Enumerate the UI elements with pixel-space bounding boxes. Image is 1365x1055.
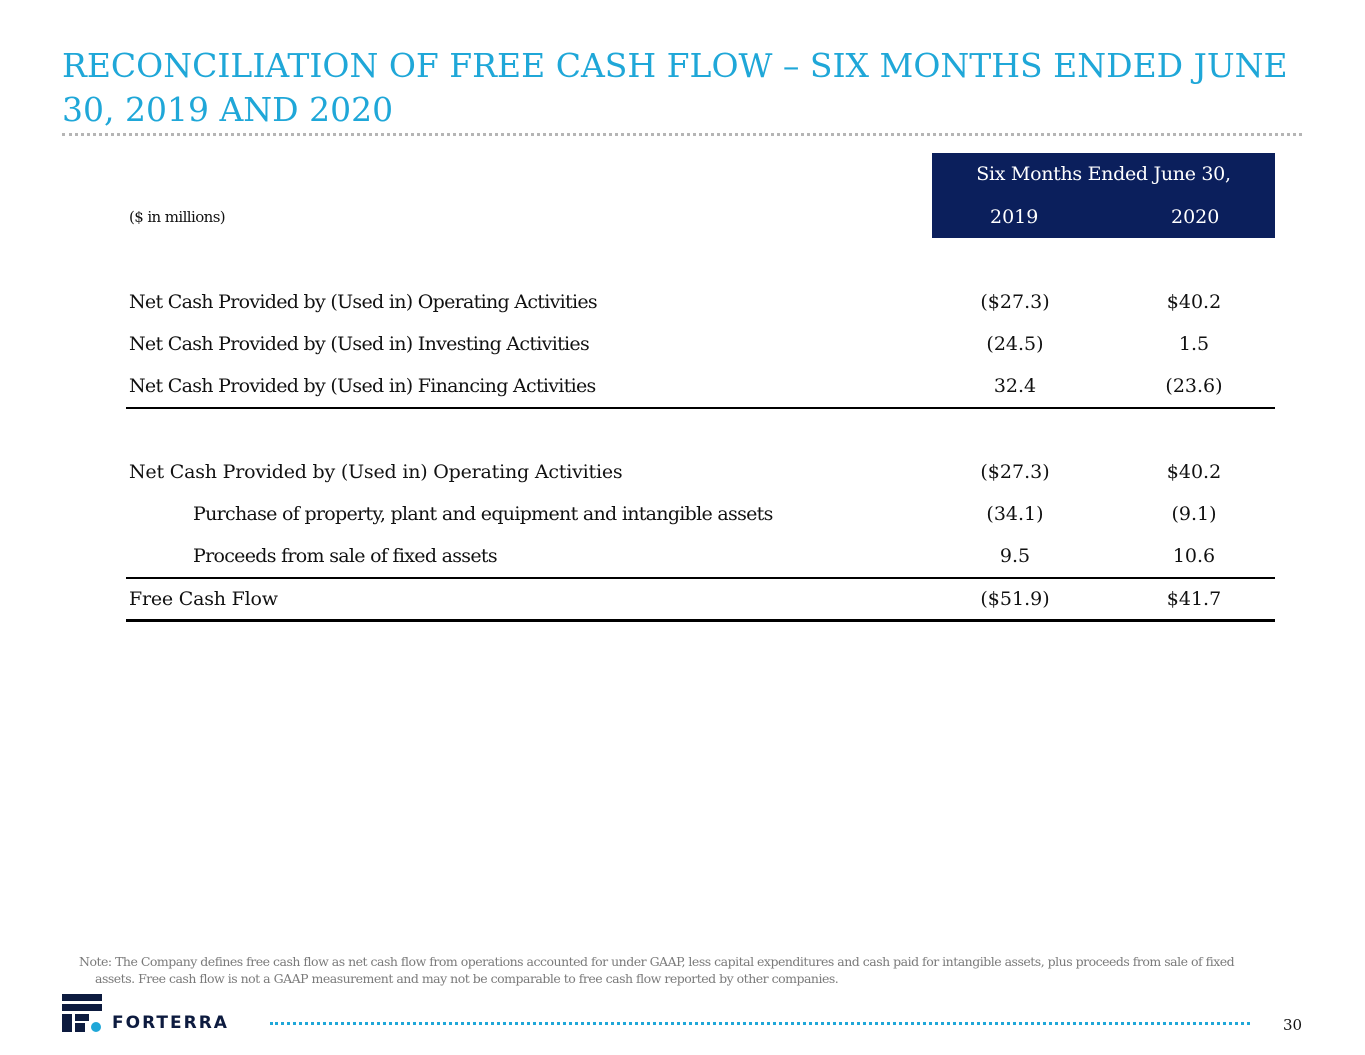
table-row bbox=[0, 291, 1365, 321]
value-2020: $40.2 bbox=[1166, 291, 1222, 313]
year-2020-header: 2020 bbox=[1171, 206, 1220, 228]
footnote-line-1: Note: The Company defines free cash flow as net cash flow from operations accounted for under GAAP, less capital expenditures and cash paid for intangible assets, plus proceeds from sale of fixed bbox=[79, 954, 1235, 969]
value-2020: 10.6 bbox=[1172, 545, 1216, 567]
footer-divider bbox=[270, 1022, 1250, 1025]
table-row bbox=[0, 333, 1365, 363]
forterra-logo-icon bbox=[62, 994, 102, 1032]
total-2019: ($51.9) bbox=[980, 588, 1050, 610]
footnote-line-2: assets. Free cash flow is not a GAAP measurement and may not be comparable to free cash flow reported by other companies. bbox=[95, 971, 839, 986]
period-header: Six Months Ended June 30, bbox=[976, 163, 1231, 185]
row-label: Net Cash Provided by (Used in) Operating Activities bbox=[129, 461, 623, 483]
row-label: Net Cash Provided by (Used in) Operating Activities bbox=[129, 291, 597, 313]
table-row bbox=[0, 461, 1365, 491]
page-title: RECONCILIATION OF FREE CASH FLOW – SIX MONTHS ENDED JUNE 30, 2019 AND 2020 bbox=[62, 46, 1288, 129]
year-2019-header: 2019 bbox=[990, 206, 1039, 228]
row-label: Net Cash Provided by (Used in) Investing Activities bbox=[129, 333, 589, 355]
total-row bbox=[0, 588, 1365, 618]
table-row bbox=[0, 545, 1365, 575]
page-number: 30 bbox=[1283, 1016, 1303, 1034]
table-row bbox=[0, 503, 1365, 533]
value-2020: (23.6) bbox=[1165, 375, 1223, 397]
units-label: ($ in millions) bbox=[129, 208, 226, 226]
total-divider bbox=[126, 619, 1275, 622]
footnote bbox=[79, 953, 1309, 987]
value-2019: ($27.3) bbox=[980, 461, 1050, 483]
value-2020: 1.5 bbox=[1178, 333, 1210, 355]
value-2019: 32.4 bbox=[993, 375, 1037, 397]
total-2020: $41.7 bbox=[1166, 588, 1222, 610]
section-divider bbox=[126, 407, 1275, 409]
table-row bbox=[0, 375, 1365, 405]
subtotal-divider bbox=[126, 577, 1275, 579]
value-2019: (34.1) bbox=[986, 503, 1044, 525]
title-divider bbox=[62, 133, 1302, 136]
value-2020: $40.2 bbox=[1166, 461, 1222, 483]
value-2019: 9.5 bbox=[999, 545, 1031, 567]
value-2019: (24.5) bbox=[986, 333, 1044, 355]
logo-wordmark: FORTERRA bbox=[112, 1013, 229, 1033]
value-2020: (9.1) bbox=[1171, 503, 1217, 525]
row-label: Purchase of property, plant and equipment and intangible assets bbox=[193, 503, 773, 525]
value-2019: ($27.3) bbox=[980, 291, 1050, 313]
row-label: Proceeds from sale of fixed assets bbox=[193, 545, 497, 567]
row-label: Net Cash Provided by (Used in) Financing Activities bbox=[129, 375, 596, 397]
total-label: Free Cash Flow bbox=[129, 588, 278, 610]
column-header-box bbox=[932, 153, 1275, 238]
